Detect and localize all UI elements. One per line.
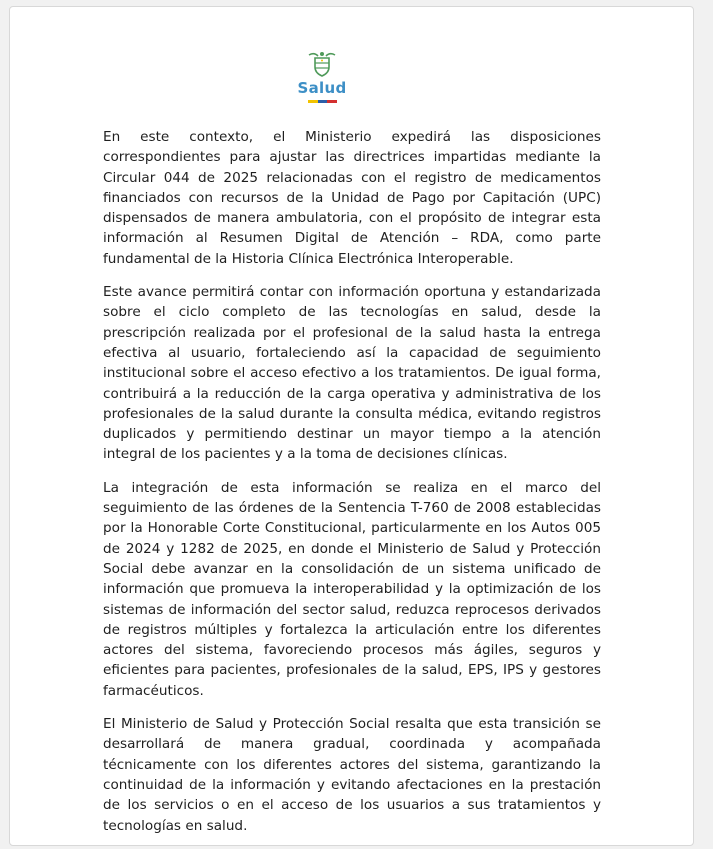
document-page xyxy=(9,6,694,846)
flag-bar-red xyxy=(327,100,337,103)
flag-bar-yellow xyxy=(308,100,318,103)
coat-of-arms-icon xyxy=(296,49,348,79)
paragraph-benefits: Este avance permitirá contar con información oportuna y estandarizada sobre el ciclo completo de las tecnologías en salud, desde la prescripción realizada por el profesional de la salud hasta la entrega efectiva al usuario, fortaleciendo así la capacidad de seguimiento institucional sobre el acceso efectivo a los tratamientos. De igual forma, contribuirá a la reducción de la carga operativa y administrativa de los profesionales de la salud durante la consulta médica, evitando registros duplicados y permitiendo destinar un mayor tiempo a la atención integral de los pacientes y a la toma de decisiones clínicas. xyxy=(103,284,601,463)
logo-wordmark: Salud xyxy=(297,79,347,97)
flag-bar-blue xyxy=(318,100,328,103)
paragraph-context: En este contexto, el Ministerio expedirá las disposiciones correspondientes para ajustar las directrices impartidas mediante la Circular 044 de 2025 relacionadas con el registro de medicamentos financiados con recursos de la Unidad de Pago por Capitación (UPC) dispensados de manera ambulatoria, con el propósito de integrar esta información al Resumen Digital de Atención – RDA, como parte fundamental de la Historia Clínica Electrónica Interoperable. xyxy=(103,129,601,267)
paragraph-legal-framework: La integración de esta información se realiza en el marco del seguimiento de las órdenes de la Sentencia T-760 de 2008 establecidas por la Honorable Corte Constitucional, particularmente en los Autos 005 de 2024 y 1282 de 2025, en donde el Ministerio de Salud y Protección Social debe avanzar en la consolidación de un sistema unificado de información que promueva la interoperabilidad y la optimización de los sistemas de información del sector salud, reduzca reprocesos derivados de registros múltiples y fortalezca la articulación entre los diferentes actores del sistema, favoreciendo procesos más ágiles, seguros y eficientes para pacientes, profesionales de la salud, EPS, IPS y gestores farmacéuticos. xyxy=(103,479,601,699)
document-body xyxy=(103,127,601,849)
flag-color-bar xyxy=(308,100,337,103)
paragraph-transition: El Ministerio de Salud y Protección Social resalta que esta transición se desarrollará de manera gradual, coordinada y acompañada técnicamente con los diferentes actores del sistema, garantizando la continuidad de la información y evitando afectaciones en la prestación de los servicios o en el acceso de los usuarios a sus tratamientos y tecnologías en salud. xyxy=(103,716,601,834)
salud-logo xyxy=(296,49,348,111)
